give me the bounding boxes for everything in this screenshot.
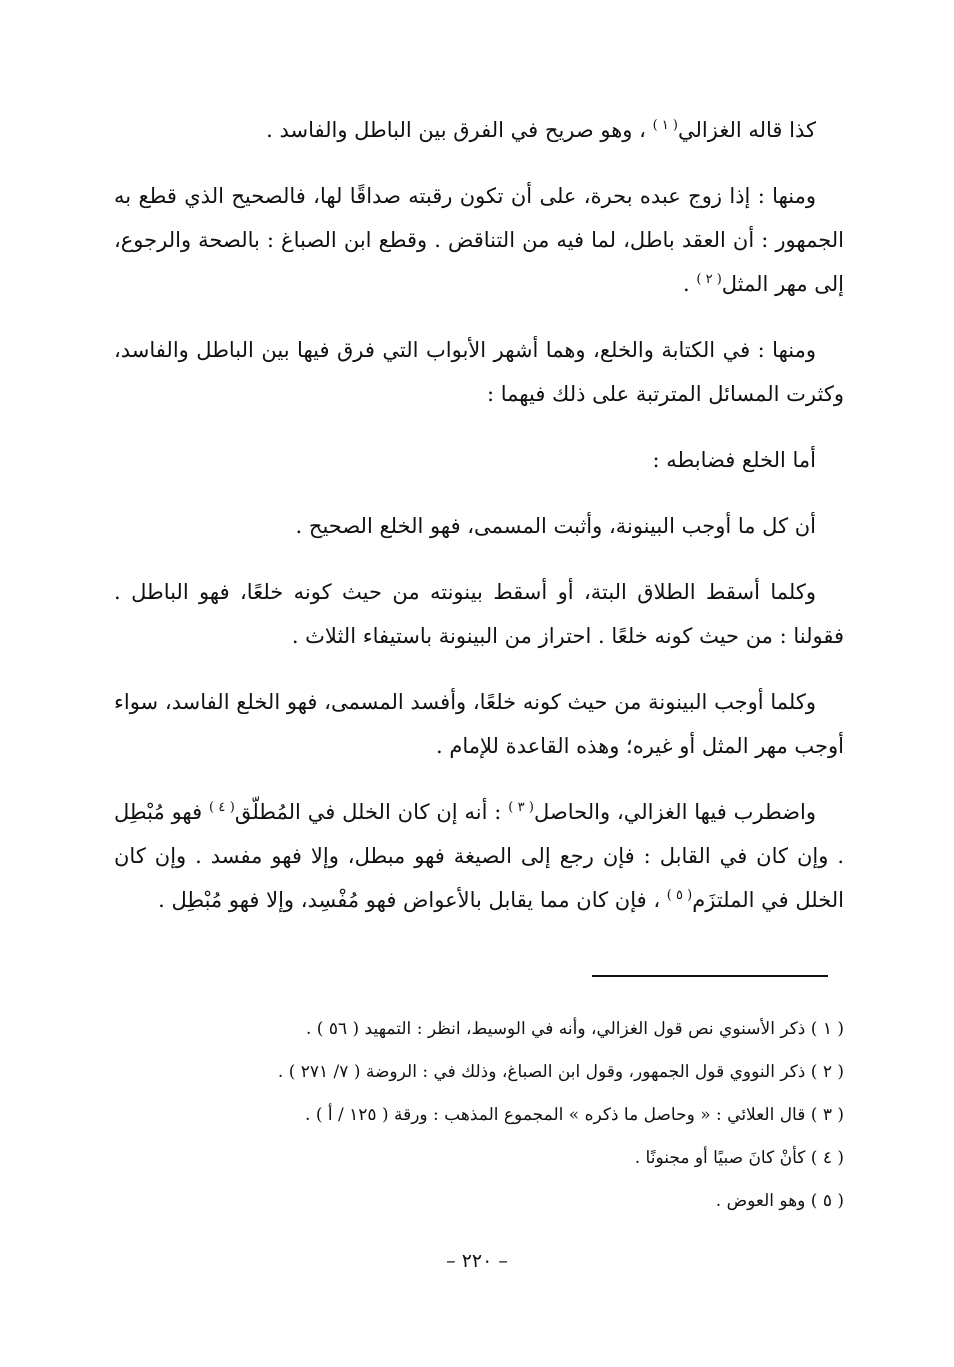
- footnote-item: ( ٢ ) ذكر النووي قول الجمهور، وقول ابن الصباغ، وذلك في : الروضة ( ٧/ ٢٧١ ) .: [277, 1062, 844, 1082]
- paragraph-text: وكلما أوجب البينونة من حيث كونه خلعًا، وأفسد المسمى، فهو الخلع الفاسد، سواء أوجب مهر المثل أو غيره؛ وهذه القاعدة للإمام .: [114, 690, 844, 758]
- main-text: [114, 108, 844, 944]
- paragraph-text: ومنها : في الكتابة والخلع، وهما أشهر الأبواب التي فرق فيها بين الباطل والفاسد، وكثرت المسائل المترتبة على ذلك فيهما :: [114, 338, 844, 406]
- paragraph-text: .: [683, 272, 697, 296]
- footnote-marker[interactable]: ( ١ ): [652, 118, 678, 133]
- footnote-item: ( ٥ ) وهو العوض .: [715, 1191, 844, 1211]
- footnote-marker[interactable]: ( ٤ ): [209, 800, 235, 815]
- paragraph: [114, 680, 844, 768]
- paragraph-text: ، فإن كان مما يقابل بالأعواض فهو مُفْسِد، وإلا فهو مُبْطِل .: [158, 888, 667, 912]
- paragraph: [114, 570, 844, 658]
- footnote-marker[interactable]: ( ٣ ): [508, 800, 535, 815]
- footnote-item: ( ٣ ) قال العلائي : « وحاصل ما ذكره » المجموع المذهب : ورقة ( ١٢٥ / أ ) .: [305, 1105, 844, 1125]
- paragraph-text: : أنه إن كان الخلل في المُطلّق: [234, 800, 509, 824]
- footnote-marker[interactable]: ( ٢ ): [696, 272, 722, 287]
- paragraph: [114, 790, 844, 922]
- paragraph: [114, 438, 844, 482]
- paragraph-text: فهو مُبْطِل . وإن كان في القابل : فإن رجع إلى الصيغة فهو مبطل، وإلا فهو مفسد . وإن كان الخلل في الملتزَم: [114, 800, 844, 912]
- footnote-separator: [592, 975, 828, 977]
- paragraph: [114, 108, 844, 152]
- page-number: – ٢٢٠ –: [446, 1250, 508, 1272]
- paragraph: [114, 328, 844, 416]
- paragraph: [114, 174, 844, 306]
- paragraph-text: كذا قاله الغزالي: [678, 118, 816, 142]
- footnote-marker[interactable]: ( ٥ ): [666, 888, 693, 903]
- paragraph-text: ، وهو صريح في الفرق بين الباطل والفاسد .: [266, 118, 653, 142]
- paragraph-text: واضطرب فيها الغزالي، والحاصل: [534, 800, 816, 824]
- paragraph-text: ومنها : إذا زوج عبده بحرة، على أن تكون رقبته صداقًا لها، فالصحيح الذي قطع به الجمهور : أن العقد باطل، لما فيه من التناقض . وقطع ابن الصباغ : بالصحة والرجوع، إلى مهر المثل: [114, 184, 844, 296]
- footnote-item: ( ١ ) ذكر الأسنوي نص قول الغزالي، وأنه في الوسيط، انظر : التمهيد ( ٥٦ ) .: [305, 1019, 844, 1039]
- footnotes: [114, 1008, 844, 1223]
- paragraph-text: أن كل ما أوجب البينونة، وأثبت المسمى، فهو الخلع الصحيح .: [295, 514, 816, 538]
- footnote-item: ( ٤ ) كأنْ كانَ صبيًا أو مجنونًا .: [634, 1148, 844, 1168]
- paragraph: [114, 504, 844, 548]
- paragraph-text: وكلما أسقط الطلاق البتة، أو أسقط بينونته من حيث كونه خلعًا، فهو الباطل . فقولنا : من حيث كونه خلعًا . احتراز من البينونة باستيفاء الثلاث .: [114, 580, 844, 648]
- paragraph-text: أما الخلع فضابطه :: [652, 448, 816, 472]
